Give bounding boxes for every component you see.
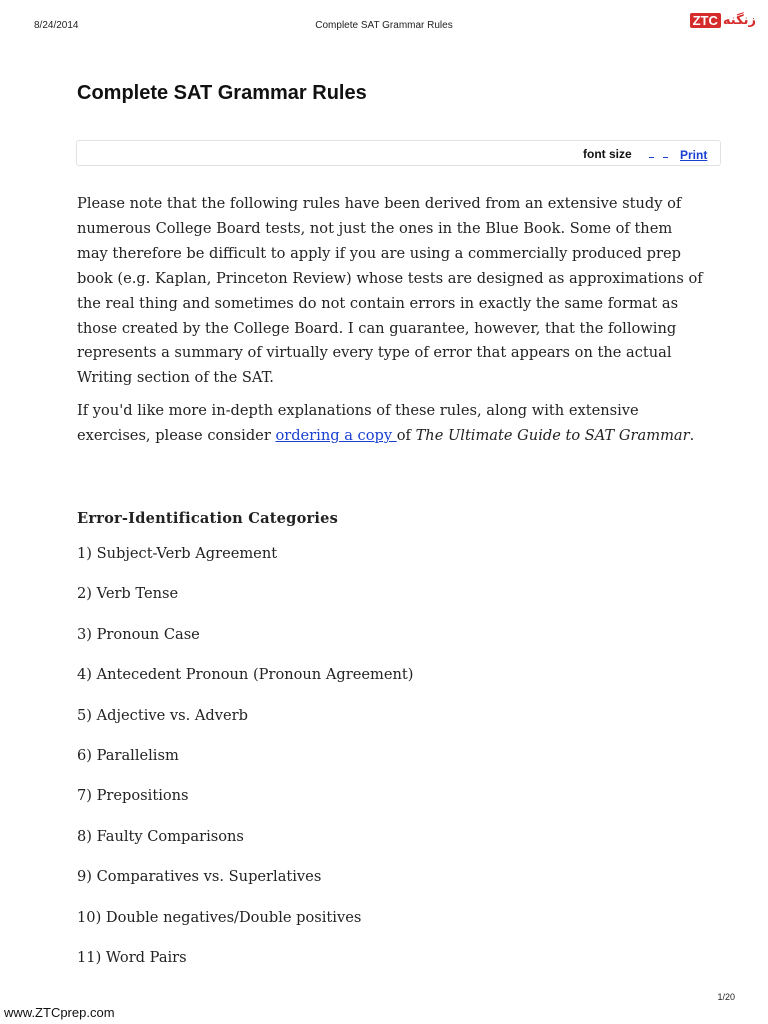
article-body	[77, 192, 707, 985]
intro-paragraph: Please note that the following rules have been derived from an extensive study of numerous College Board tests, not just the ones in the Blue Book. Some of them may therefore be difficult to apply if you are using a commercially produced prep book (e.g. Kaplan, Princeton Review) whose tests are designed as approximations of the real thing and sometimes do not contain errors in exactly the same format as those created by the College Board. I can guarantee, however, that the following represents a summary of virtually every type of error that appears on the actual Writing section of the SAT.	[77, 195, 703, 387]
list-item: 9) Comparatives vs. Superlatives	[77, 868, 322, 886]
print-title: Complete SAT Grammar Rules	[315, 20, 453, 31]
book-title: The Ultimate Guide to SAT Grammar	[415, 427, 690, 445]
print-header	[0, 0, 768, 40]
page-title: Complete SAT Grammar Rules	[77, 82, 367, 104]
list-item: 7) Prepositions	[77, 787, 189, 805]
font-size-increase-control[interactable]	[663, 157, 668, 158]
list-item: 5) Adjective vs. Adverb	[77, 706, 248, 724]
ordering-text-middle: of	[396, 427, 416, 445]
list-item: 10) Double negatives/Double positives	[77, 908, 362, 926]
article-toolbar	[76, 140, 721, 166]
ordering-paragraph	[77, 399, 707, 449]
list-item: 3) Pronoun Case	[77, 625, 200, 643]
page-counter: 1/20	[717, 992, 735, 1002]
list-item: 2) Verb Tense	[77, 585, 179, 603]
print-date: 8/24/2014	[34, 20, 79, 31]
font-size-label: font size	[583, 147, 632, 161]
list-item: 4) Antecedent Pronoun (Pronoun Agreement)	[77, 666, 414, 684]
list-item: 11) Word Pairs	[77, 948, 187, 966]
ztc-logo	[690, 10, 756, 30]
font-size-decrease-control[interactable]	[649, 157, 654, 158]
logo-latin-text: ZTC	[690, 13, 721, 28]
ordering-text-start: If you'd like more in-depth explanations of these rules, along with extensive exercises, please consider	[77, 402, 639, 445]
list-item: 8) Faulty Comparisons	[77, 827, 244, 845]
section-heading: Error-Identification Categories	[77, 510, 339, 528]
logo-persian-text: زنگنه	[722, 12, 756, 28]
print-link[interactable]: Print	[680, 148, 708, 162]
list-item: 6) Parallelism	[77, 747, 179, 765]
error-category-list	[77, 541, 707, 985]
list-item: 1) Subject-Verb Agreement	[77, 545, 278, 563]
ordering-text-end: .	[689, 427, 695, 445]
ordering-copy-link[interactable]: ordering a copy	[275, 427, 397, 445]
footer-url: www.ZTCprep.com	[4, 1005, 115, 1020]
